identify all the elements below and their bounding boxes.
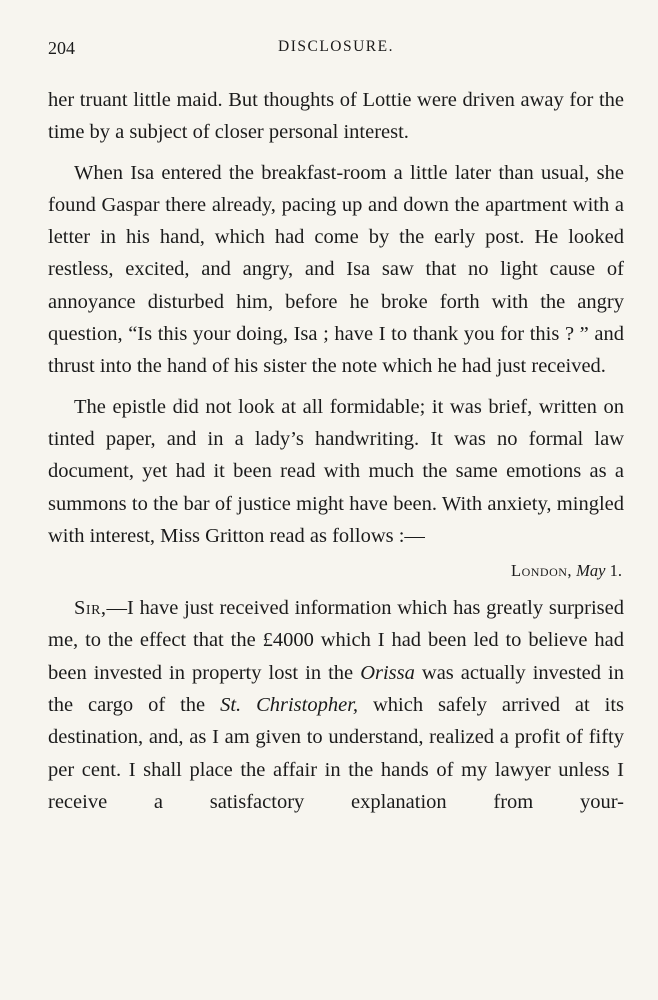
letter-salutation: Sir,: [74, 597, 107, 620]
ship-name-st-christopher: St. Christopher,: [220, 694, 359, 717]
letter-dateline: [48, 558, 624, 584]
paragraph-breakfast-room: When Isa entered the breakfast-room a little later than usual, she found Gaspar there already, pacing up and down the apartment with a letter in his hand, which had come by the early post. He looked restless, excited, and angry, and Isa saw that no light cause of annoyance disturbed him, before he broke forth with the angry question, “Is this your doing, Isa ; have I to thank you for this ? ” and thrust into the hand of his sister the note which he had just received.: [48, 161, 624, 378]
running-title: DISCLOSURE.: [278, 38, 394, 55]
paragraph-epistle: The epistle did not look at all formidable; it was brief, written on tinted paper, and in a lady’s handwriting. It was no formal law document, yet had it been read with much the same emotions as a summons to the bar of justice might have been. With anxiety, mingled with interest, Miss Gritton read as follows :—: [48, 395, 624, 547]
letter-text-3: which safely arrived at its destination, and, as I am given to understand, realized a profit of fifty per cent. I shall place the affair in the hands of my lawyer unless I receive a satisfactory explanation from your-: [48, 694, 624, 813]
page-number: 204: [48, 38, 75, 58]
ship-name-orissa: Orissa: [360, 661, 415, 684]
dateline-place: London,: [511, 561, 573, 581]
page-header: [48, 34, 624, 64]
dateline-day: 1.: [609, 561, 622, 581]
body-text: [48, 84, 624, 818]
letter-text-2: was actually invested in the cargo of the: [48, 661, 624, 717]
dateline-month: May: [576, 561, 606, 581]
paragraph-continued: her truant little maid. But thoughts of Lottie were driven away for the time by a subject of closer personal interest.: [48, 89, 624, 144]
letter-body: [48, 592, 624, 818]
letter-text-1: —I have just received information which has greatly surprised me, to the effect that the £4000 which I had been led to believe had been invested in property lost in the: [48, 597, 624, 684]
